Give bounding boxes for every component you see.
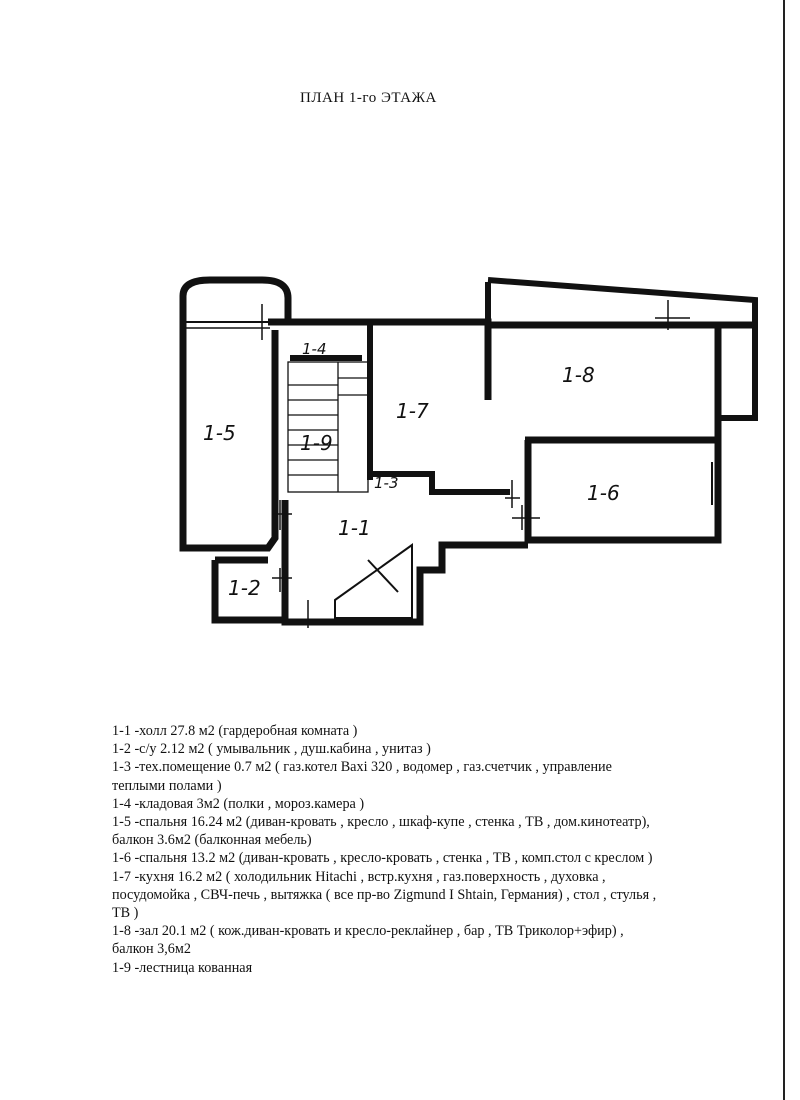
legend-line: 1-8 -зал 20.1 м2 ( кож.диван-кровать и кресло-реклайнер , бар , ТВ Триколор+эфир) ,	[112, 923, 624, 940]
legend-line: балкон 3,6м2	[112, 941, 191, 958]
wall-room-1-6	[525, 440, 718, 540]
legend-line: 1-6 -спальня 13.2 м2 (диван-кровать , кресло-кровать , стенка , ТВ , комп.стол с креслом )	[112, 850, 653, 867]
room-label-1-9: 1-9	[300, 431, 333, 455]
page-title: ПЛАН 1-го ЭТАЖА	[300, 90, 437, 106]
room-label-1-7: 1-7	[396, 399, 429, 423]
legend-line: ТВ )	[112, 905, 139, 922]
room-label-1-6: 1-6	[587, 481, 620, 505]
legend-line: балкон 3.6м2 (балконная мебель)	[112, 832, 312, 849]
legend-line: посудомойка , СВЧ-печь , вытяжка ( все пр-во Zigmund I Shtain, Германия) , стол , стулья ,	[112, 886, 657, 903]
room-label-1-2: 1-2	[228, 576, 261, 600]
stairs-1-9	[288, 362, 368, 492]
room-label-1-8: 1-8	[562, 363, 595, 387]
room-legend	[112, 722, 732, 977]
balcony-1-5-outline	[183, 280, 288, 320]
wall-room-1-8-inner	[488, 322, 755, 440]
legend-line: 1-9 -лестница кованная	[112, 959, 253, 976]
legend-line: 1-2 -с/у 2.12 м2 ( умывальник , душ.кабина , унитаз )	[112, 741, 431, 758]
hall-diagonal-stair	[335, 545, 412, 618]
wall-room-1-1	[285, 500, 528, 622]
room-label-1-4: 1-4	[302, 340, 327, 358]
legend-line: 1-4 -кладовая 3м2 (полки , мороз.камера )	[112, 795, 365, 812]
legend-line: 1-7 -кухня 16.2 м2 ( холодильник Hitachi , встр.кухня , газ.поверхность , духовка ,	[112, 868, 606, 885]
room-label-1-5: 1-5	[203, 421, 236, 445]
legend-line: 1-5 -спальня 16.24 м2 (диван-кровать , кресло , шкаф-купе , стенка , ТВ , дом.кинотеатр),	[112, 814, 650, 831]
room-label-1-3: 1-3	[374, 474, 399, 492]
legend-line: 1-1 -холл 27.8 м2 (гардеробная комната )	[112, 723, 358, 739]
walls	[183, 280, 755, 628]
room-label-1-1: 1-1	[338, 516, 371, 540]
legend-line: 1-3 -тех.помещение 0.7 м2 ( газ.котел Baxi 320 , водомер , газ.счетчик , управление	[112, 759, 612, 776]
legend-line: теплыми полами )	[112, 777, 222, 794]
